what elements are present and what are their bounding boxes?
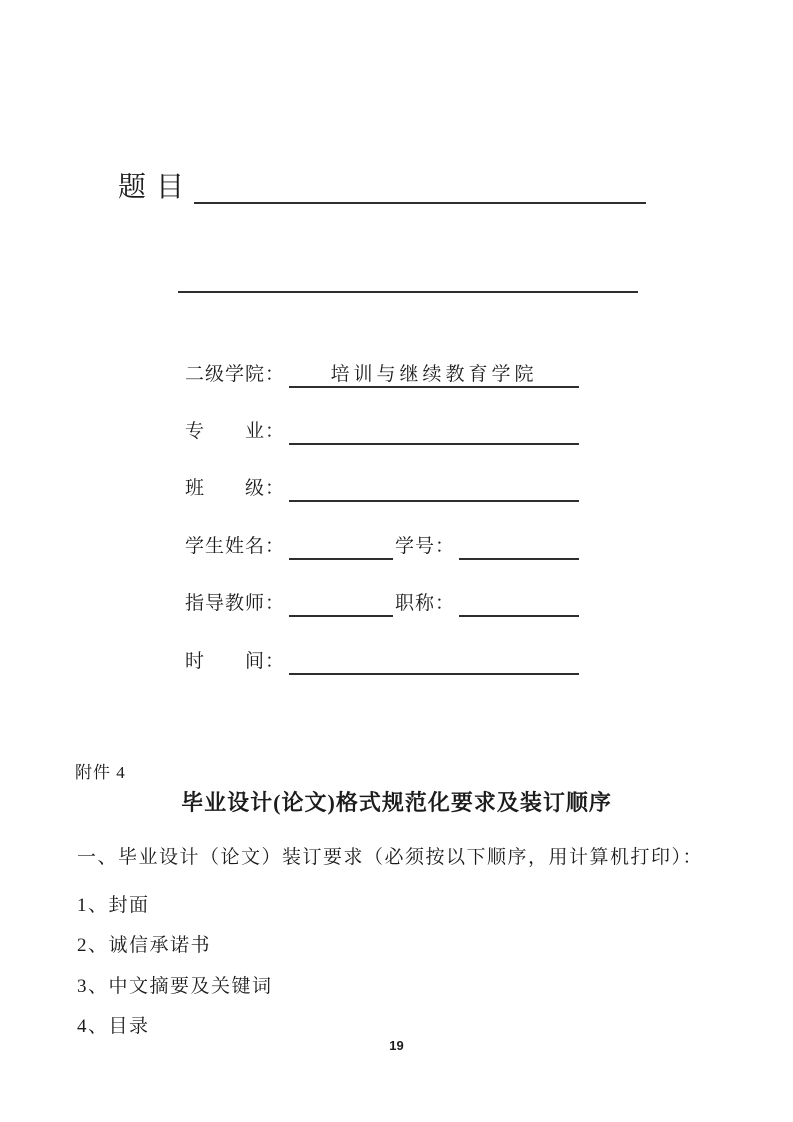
field-label-major: 专 业： bbox=[185, 421, 286, 442]
field-label-student-id: 学号： bbox=[395, 536, 456, 557]
title-row bbox=[118, 172, 646, 204]
field-line-advisor bbox=[289, 591, 393, 617]
field-row-class bbox=[185, 476, 579, 502]
list-item-integrity-pledge: 2、诚信承诺书 bbox=[77, 935, 212, 956]
list-item-table-of-contents: 4、目录 bbox=[77, 1016, 150, 1037]
field-row-advisor bbox=[185, 591, 579, 617]
field-row-major bbox=[185, 419, 579, 445]
field-label-class: 班 级： bbox=[185, 478, 286, 499]
field-line-major bbox=[289, 419, 579, 445]
attachment-tag: 附件 4 bbox=[75, 763, 126, 782]
list-item-chinese-abstract: 3、中文摘要及关键词 bbox=[77, 976, 273, 997]
field-line-college: 培训与继续教育学院 bbox=[289, 362, 579, 388]
field-label-student-name: 学生姓名： bbox=[185, 536, 286, 557]
field-label-time: 时 间： bbox=[185, 651, 286, 672]
field-row-student-name bbox=[185, 534, 579, 560]
field-line-student-id bbox=[459, 534, 579, 560]
field-row-time bbox=[185, 649, 579, 675]
field-line-student-name bbox=[289, 534, 393, 560]
field-label-college: 二级学院： bbox=[185, 364, 286, 385]
title-underline-second bbox=[178, 291, 638, 293]
field-line-class bbox=[289, 476, 579, 502]
list-item-cover: 1、封面 bbox=[77, 895, 150, 916]
page-number: 19 bbox=[389, 1038, 404, 1053]
section-heading: 一、毕业设计（论文）装订要求（必须按以下顺序，用计算机打印）： bbox=[77, 847, 704, 868]
attachment-heading: 毕业设计(论文)格式规范化要求及装订顺序 bbox=[181, 790, 612, 815]
field-line-advisor-title bbox=[459, 591, 579, 617]
field-line-time bbox=[289, 649, 579, 675]
field-label-advisor: 指导教师： bbox=[185, 593, 286, 614]
title-label: 题目 bbox=[118, 172, 195, 203]
title-underline bbox=[194, 174, 646, 204]
field-label-advisor-title: 职称： bbox=[395, 593, 456, 614]
field-row-college bbox=[185, 362, 579, 388]
